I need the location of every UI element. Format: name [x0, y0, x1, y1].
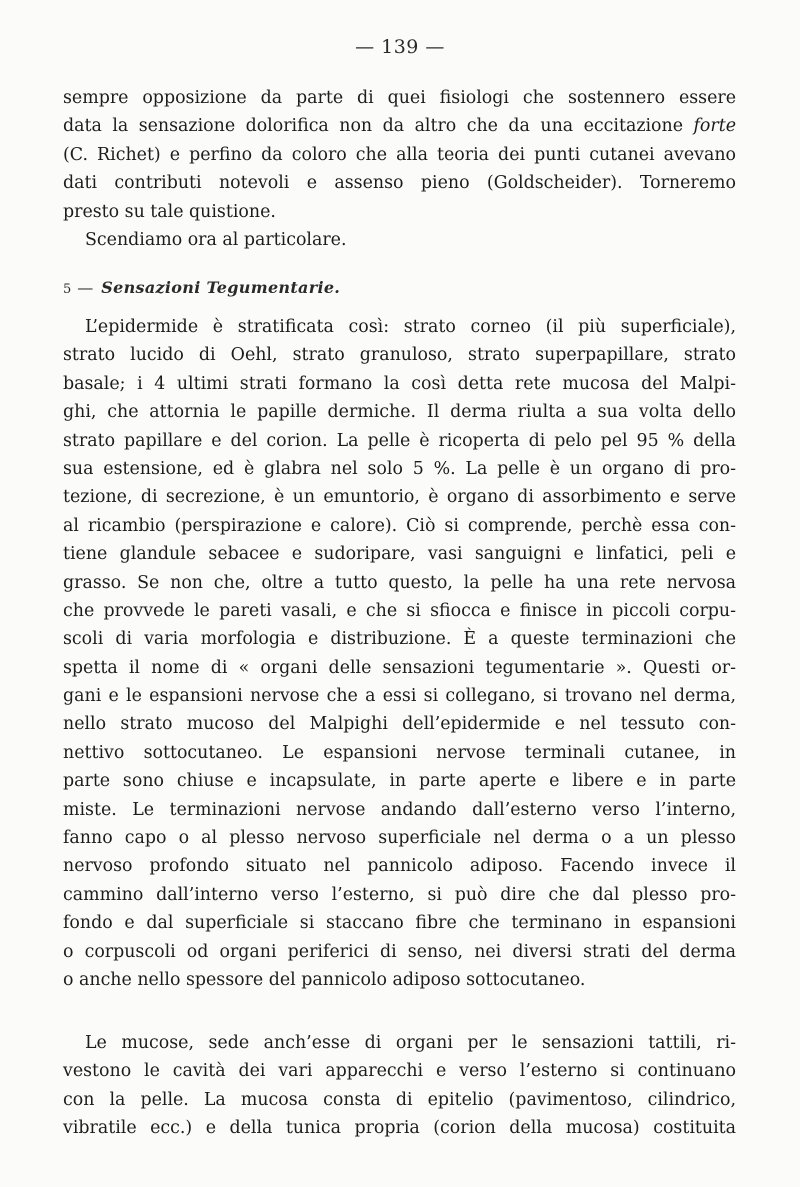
text-line: scoli di varia morfologia e distribuzione. È a queste terminazioni che [63, 629, 736, 650]
section-title: Sensazioni Tegumentarie. [101, 278, 341, 297]
text-line: data la sensazione dolorifica non da altro che da una eccitazione [63, 116, 684, 137]
text-line: sua estensione, ed è glabra nel solo 5 %. La pelle è un organo di pro- [63, 458, 736, 479]
text-line: dati contributi notevoli e assenso pieno (Goldscheider). Torneremo [63, 173, 736, 194]
section-dash: — [77, 278, 94, 297]
text-line: ghi, che attornia le papille dermiche. Il derma riulta a sua volta dello [63, 402, 736, 423]
text-line: nervoso profondo situato nel pannicolo adiposo. Facendo invece il [63, 856, 736, 877]
section-heading [63, 278, 340, 297]
text-line: tiene glandule sebacee e sudoripare, vasi sanguigni e linfatici, peli e [63, 544, 736, 565]
text-line: strato lucido di Oehl, strato granuloso, strato superpapillare, strato [63, 345, 736, 366]
text-line: Scendiamo ora al particolare. [85, 229, 347, 250]
text-line: cammino dall’interno verso l’esterno, si può dire che dal plesso pro- [63, 884, 736, 905]
text-line: miste. Le terminazioni nervose andando dall’esterno verso l’interno, [63, 799, 736, 820]
text-line: o anche nello spessore del pannicolo adiposo sottocutaneo. [63, 969, 586, 990]
paragraph-mucose [63, 1029, 736, 1143]
text-line-with-italic [63, 112, 736, 140]
text-line: nettivo sottocutaneo. Le espansioni nervose terminali cutanee, in [63, 742, 736, 763]
section-number: 5 [63, 282, 72, 297]
text-line: tezione, di secrezione, è un emuntorio, è organo di assorbimento e serve [63, 487, 736, 508]
text-line: sempre opposizione da parte di quei fisiologi che sostennero essere [63, 88, 736, 108]
text-line: gani e le espansioni nervose che a essi si collegano, si trovano nel derma, [63, 686, 736, 707]
text-line: o corpuscoli od organi periferici di senso, nei diversi strati del derma [63, 941, 736, 962]
text-line: vestono le cavità dei vari apparecchi e verso l’esterno si continuano [63, 1061, 736, 1082]
text-line: basale; i 4 ultimi strati formano la così detta rete mucosa del Malpi- [63, 373, 736, 394]
text-line: parte sono chiuse e incapsulate, in parte aperte e libere e in parte [63, 771, 736, 792]
text-line: fondo e dal superficiale si staccano fibre che terminano in espansioni [63, 913, 736, 934]
text-line: presto su tale quistione. [63, 201, 276, 222]
text-line: al ricambio (perspirazione e calore). Ciò si comprende, perchè essa con- [63, 515, 736, 536]
text-line: fanno capo o al plesso nervoso superficiale nel derma o a un plesso [63, 828, 736, 849]
text-line: che provvede le pareti vasali, e che si sfiocca e finisce in piccoli corpu- [63, 600, 736, 621]
text-line: vibratile ecc.) e della tunica propria (corion della mucosa) costituita [63, 1118, 736, 1139]
page-number: — 139 — [355, 36, 445, 58]
italic-word: forte [693, 116, 736, 137]
intro-paragraph [63, 84, 736, 254]
text-line: con la pelle. La mucosa consta di epitelio (pavimentoso, cilindrico, [63, 1089, 736, 1110]
text-line: L’epidermide è stratificata così: strato corneo (il più superficiale), [85, 317, 736, 337]
text-line: nello strato mucoso del Malpighi dell’epidermide e nel tessuto con- [63, 714, 736, 735]
text-line: grasso. Se non che, oltre a tutto questo, la pelle ha una rete nervosa [63, 572, 736, 593]
text-line: strato papillare e del corion. La pelle è ricoperta di pelo pel 95 % della [63, 430, 736, 451]
text-line: Le mucose, sede anch’esse di organi per le sensazioni tattili, ri- [85, 1033, 736, 1053]
text-line: (C. Richet) e perfino da coloro che alla teoria dei punti cutanei avevano [63, 144, 736, 165]
paragraph-epidermis [63, 313, 736, 994]
text-line: spetta il nome di « organi delle sensazioni tegumentarie ». Questi or- [63, 657, 736, 678]
